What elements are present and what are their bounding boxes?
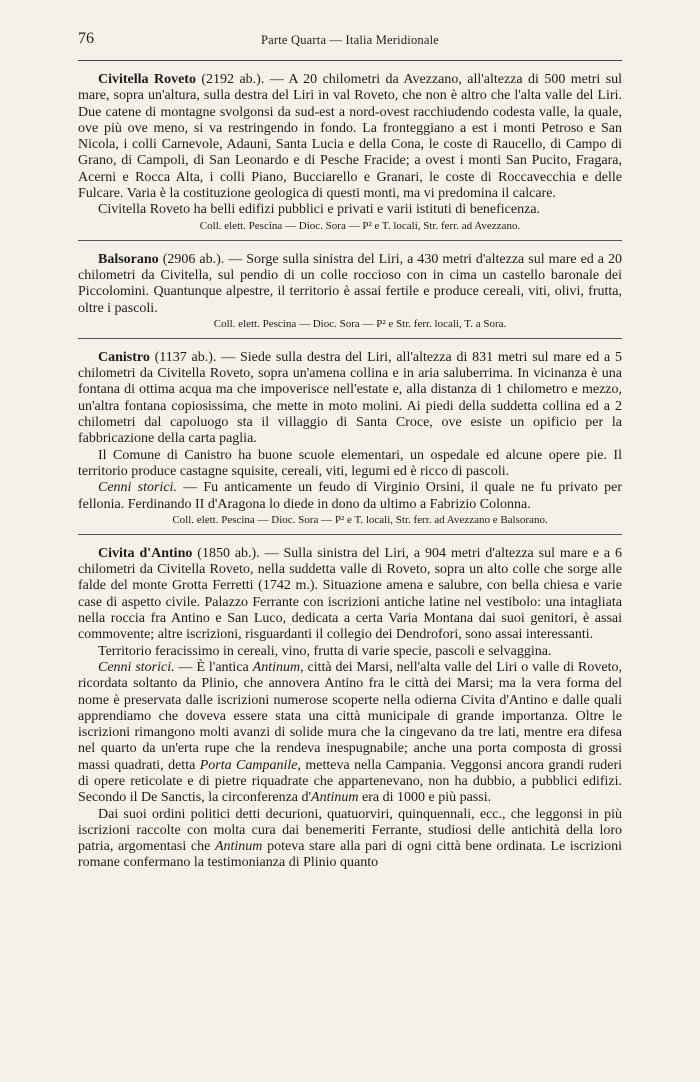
entry-population: (1137 ab.). — [154, 349, 217, 365]
entry-text: metteva nella Campania. Veggonsi ancora grandi ruderi di opere reticolate e di pietre riquadrate che appartenevano, non ha dubbio, a pubblici edifizi. Secondo il De Sanctis, la circonferenza d' — [78, 757, 622, 806]
entry-title: Civita d'Antino — [98, 545, 193, 561]
entry-paragraph — [78, 546, 622, 644]
page-body — [78, 72, 622, 872]
latin-name: Antinum, — [252, 659, 304, 675]
latin-name: Antinum — [214, 839, 263, 855]
entry-text: — Siede sulla destra del Liri, all'altezza di 831 metri sul mare ed a 5 chilometri da Civitella Roveto, sopra un'amena collina e in aria saluberrima. In vicinanza è una fontana di ottima acqua ma che impoverisce nell'estate e, alla distanza di 1 chilometro e mezzo, un'altra fontana copiosissima, che mette in moto molini. Ai piedi della suddetta collina ed a 2 chilometri dal capoluogo sta il villaggio di Santa Croce, ove esiste un opificio per la fabbricazione della carta paglia. — [78, 349, 622, 447]
entry-text: — Sulla sinistra del Liri, a 904 metri d'altezza sul mare e a 6 chilometri da Civitella Roveto, nella suddetta valle di Roveto, sopra un alto colle che sorge alle falde del monte Grotta Ferretti (1742 m.). Situazione amena e salubre, con bella chiesa e varie case di aspetto civile. Palazzo Ferrante con iscrizioni antiche latine nel vestibolo: una intagliata nella roccia fra Antino e San Luco, dedicata a certa Varia Montana dai suoi genitori, è assai commovente; altre iscrizioni, risguardanti il collegio dei Dendrofori, sono assai interessanti. — [78, 545, 623, 643]
entry-text: città dei Marsi, nell'alta valle del Liri o valle di Roveto, ricordata soltanto da Plinio, che annovera Antino fra le città dei Marsi; ma la vera forma del nome è preservata dalle iscrizioni numerose scoperte nella odierna Civita d'Antino e dalle quali apprendiamo che doveva essere stata una città municipale di grande importanza. Oltre le iscrizioni rimangono molti avanzi di solide mura che la cingevano da tre lati, mentre era difesa nel quarto da un'erta rupe che la rendeva inespugnabile; anche una porta composta di grossi massi quadrati, detta — [78, 659, 622, 773]
entry-paragraph — [78, 480, 622, 513]
latin-name: Antinum — [311, 790, 359, 806]
running-title: Parte Quarta — Italia Meridionale — [260, 33, 440, 47]
entry-paragraph — [78, 660, 622, 807]
section-divider — [78, 534, 622, 535]
entry-population: (1850 ab.). — [197, 545, 260, 561]
historical-notes-label: Cenni storici. — [98, 480, 177, 496]
entry-text: — A 20 chilometri da Avezzano, all'altezza di 500 metri sul mare, sopra un'altura, sulla destra del Liri in val Roveto, che non è altro che l'alta valle del Liri. Due catene di montagne svolgonsi da sud-est a nord-ovest racchiudendo codesta valle, la quale, ove più ove meno, si va restringendo in fondo. La fronteggiano a est i monti Petroso e San Nicola, i colli Carnevole, Adauni, Santa Lucia e della Cona, le coste di Raucello, di Campo di Grano, di Campoli, di San Leonardo e di Pesche Fracide; a ovest i monti San Pucito, Fragara, Acerni e Rocca Alta, i colli Piano, Bucciarello e Granari, le coste di Roccavecchia e delle Fulcare. Varia è la costituzione geologica di questi monti, ma vi predomina il calcare. — [78, 72, 623, 202]
entry-note: Coll. elett. Pescina — Dioc. Sora — P² e T. locali, Str. ferr. ad Avezzano e Balsorano. — [172, 513, 548, 526]
entry-text: era di 1000 e più passi. — [358, 790, 492, 806]
section-divider — [78, 338, 622, 339]
entry-text: — Fu anticamente un feudo di Virginio Orsini, il quale ne fu privato per fellonia. Ferdinando II d'Aragona lo diede in dono da ultimo a Fabrizio Colonna. — [78, 480, 622, 512]
historical-notes-label: Cenni storici. — [98, 659, 175, 675]
entry-civitella-roveto — [78, 72, 622, 234]
entry-title: Balsorano — [98, 251, 159, 267]
entry-canistro — [78, 350, 622, 528]
entry-paragraph — [78, 72, 622, 202]
entry-balsorano — [78, 252, 622, 332]
section-divider — [78, 240, 622, 241]
monument-name: Porta Campanile, — [199, 757, 301, 773]
entry-title: Civitella Roveto — [98, 72, 196, 87]
entry-paragraph: Territorio feracissimo in cereali, vino, frutta di varie specie, pascoli e selvaggina. — [98, 643, 552, 659]
page-header — [78, 30, 622, 54]
entry-paragraph — [78, 252, 622, 317]
entry-civita-dantino — [78, 546, 622, 872]
header-rule — [78, 60, 622, 61]
entry-paragraph: Il Comune di Canistro ha buone scuole elementari, un ospedale ed alcune opere pie. Il territorio produce castagne squisite, cereali, viti, legumi ed è ricco di pascoli. — [78, 447, 622, 479]
page-number: 76 — [78, 30, 94, 47]
entry-text: — È l'antica — [178, 659, 253, 675]
entry-paragraph: Civitella Roveto ha belli edifizi pubblici e privati e varii istituti di beneficenza. — [98, 202, 541, 218]
entry-note: Coll. elett. Pescina — Dioc. Sora — P² e Str. ferr. locali, T. a Sora. — [213, 317, 507, 330]
entry-text: — Sorge sulla sinistra del Liri, a 430 metri d'altezza sul mare ed a 20 chilometri da Civitella, sul pendio di un colle roccioso con in cima un castello baronale dei Piccolomini. Quantunque alpestre, il territorio è assai fertile e produce cereali, viti, olivi, frutta, oltre i pascoli. — [78, 251, 622, 316]
entry-population: (2192 ab.). — [201, 72, 265, 87]
entry-paragraph — [78, 350, 622, 448]
entry-title: Canistro — [98, 349, 150, 365]
entry-text: Dai suoi ordini politici detti decurioni, quatuorviri, quinquennali, ecc., che leggonsi in più iscrizioni raccolte con molta cura dai benemeriti Ferrante, studiosi delle antichità della loro patria, argomentasi che — [78, 806, 622, 855]
entry-text: poteva stare alla pari di ogni città bene ordinata. Le iscrizioni romane confermano la testimonianza di Plinio quanto — [78, 839, 622, 871]
entry-note: Coll. elett. Pescina — Dioc. Sora — P² e T. locali, Str. ferr. ad Avezzano. — [199, 219, 521, 232]
entry-population: (2906 ab.). — [162, 251, 225, 267]
entry-paragraph — [78, 807, 622, 872]
